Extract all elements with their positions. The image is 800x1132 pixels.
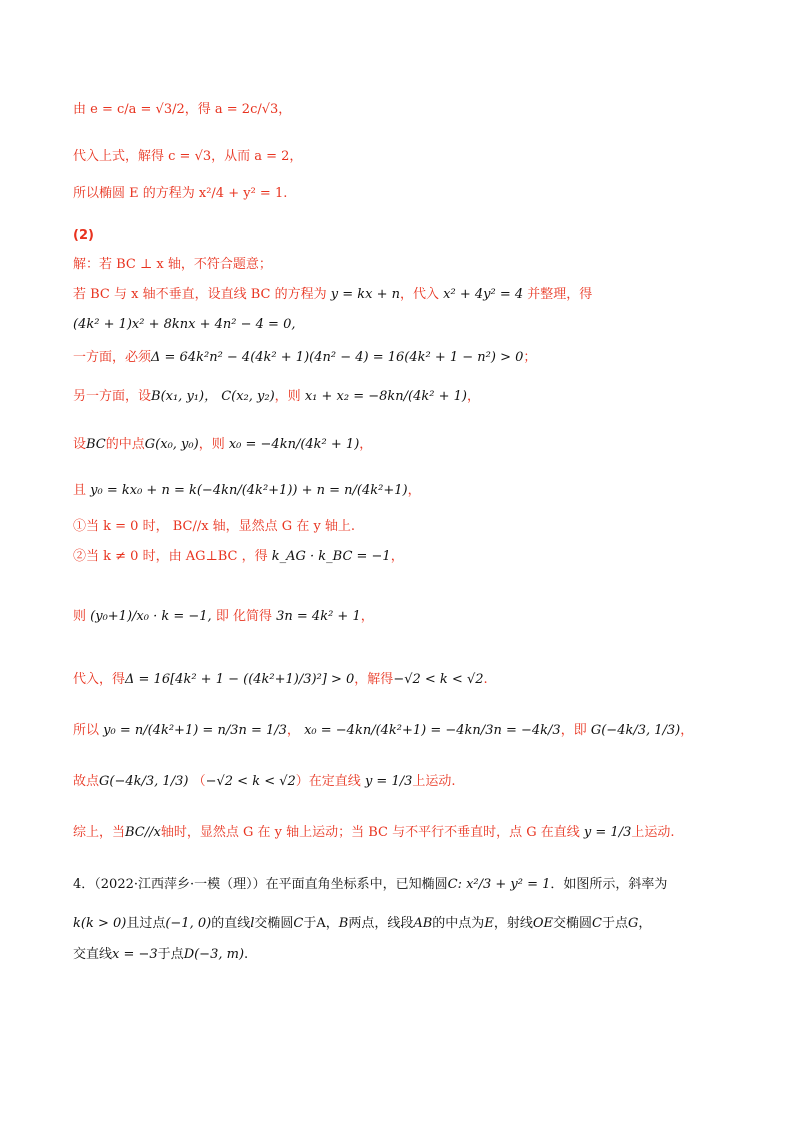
line-simplify: 则 (y₀+1)/x₀ · k = −1, 即 化简得 3n = 4k² + 1，	[73, 609, 374, 624]
question-4-line-2: k(k > 0)且过点(−1, 0)的直线l交椭圆C于A，B两点，线段AB的中点为E，射线OE交椭圆C于点G，	[73, 916, 652, 931]
ellipse-c: C: x²/3 + y² = 1	[447, 877, 551, 892]
line-substitute: 代入，得Δ = 16[4k² + 1 − ((4k²+1)/3)²] > 0，解得−√2 < k < √2.	[73, 672, 488, 687]
sum-of-roots: x₁ + x₂ = −8kn/(4k² + 1)	[304, 389, 467, 404]
question-4-line-1: 4．（2022·江西萍乡·一模（理））在平面直角坐标系中，已知椭圆C: x²/3 + y² = 1．如图所示，斜率为	[73, 877, 668, 892]
line-midpoint: 设BC的中点G(x₀, y₀)，则 x₀ = −4kn/(4k² + 1)，	[73, 437, 373, 452]
discriminant-formula: Δ = 64k²n² − 4(4k² + 1)(4n² − 4) = 16(4k² + 1 − n²) > 0	[151, 350, 524, 365]
k-range: −√2 < k < √2	[393, 672, 484, 687]
points-b-c: B(x₁, y₁)， C(x₂, y₂)	[151, 389, 275, 404]
line-conclusion: 综上，当BC//x轴时，显然点 G 在 y 轴上运动；当 BC 与不平行不垂直时，点 G 在直线 y = 1/3上运动.	[73, 825, 675, 840]
line-quadratic	[73, 318, 296, 331]
line-fixed-line: 故点G(−4k/3, 1/3) （−√2 < k < √2）在定直线 y = 1/3上运动.	[73, 774, 456, 789]
ellipse-substitution: x² + 4y² = 4	[443, 287, 524, 302]
y0-value: y₀ = n/(4k²+1) = n/3n = 1/3	[103, 723, 287, 738]
quadratic-equation: (4k² + 1)x² + 8knx + 4n² − 4 = 0,	[73, 317, 296, 332]
line-bc-equation: 若 BC 与 x 轴不垂直，设直线 BC 的方程为 y = kx + n，代入 x² + 4y² = 4 并整理，得	[73, 287, 593, 302]
k-range-2: −√2 < k < √2	[205, 774, 296, 789]
y0-formula: y₀ = kx₀ + n = k(−4kn/(4k²+1)) + n = n/(4k²+1)	[90, 483, 408, 498]
line-discriminant: 一方面，必须Δ = 64k²n² − 4(4k² + 1)(4n² − 4) = 16(4k² + 1 − n²) > 0；	[73, 350, 537, 365]
line-case-k-nonzero: ②当 k ≠ 0 时，由 AG⊥BC ，得 k_AG · k_BC = −1，	[73, 549, 404, 564]
x0-formula: x₀ = −4kn/(4k² + 1)	[228, 437, 360, 452]
line-solve-c	[73, 150, 302, 163]
x0-value: x₀ = −4kn/(4k²+1) = −4kn/3n = −4k/3	[304, 723, 561, 738]
g-point-2: G(−4k/3, 1/3)	[99, 774, 189, 789]
line-g-coordinates: 所以 y₀ = n/(4k²+1) = n/3n = 1/3， x₀ = −4kn/(4k²+1) = −4kn/3n = −4k/3，即 G(−4k/3, 1/3)，	[73, 723, 694, 738]
line-eccentricity	[73, 103, 291, 116]
simplified-relation: 3n = 4k² + 1	[276, 609, 361, 624]
slope-product: k_AG · k_BC = −1	[271, 549, 391, 564]
line-y0: 且 y₀ = kx₀ + n = k(−4kn/(4k²+1)) + n = n/(4k²+1)，	[73, 483, 421, 498]
solve-c-text: 代入上式，解得 c = √3，从而 a = 2，	[73, 149, 303, 164]
fixed-line-y: y = 1/3	[364, 774, 413, 789]
line-vieta: 另一方面，设B(x₁, y₁)， C(x₂, y₂)，则 x₁ + x₂ = −8kn/(4k² + 1)，	[73, 389, 480, 404]
line-equation: y = kx + n	[330, 287, 400, 302]
g-point: G(−4k/3, 1/3)	[590, 723, 681, 738]
line-bc-perpendicular: 解：若 BC ⊥ x 轴，不符合题意；	[73, 257, 272, 272]
fixed-line-y-2: y = 1/3	[583, 825, 632, 840]
question-4-line-3: 交直线x = −3于点D(−3, m).	[73, 947, 249, 962]
line-case-k-zero: ①当 k = 0 时， BC//x 轴，显然点 G 在 y 轴上.	[73, 519, 356, 534]
discriminant-substituted: Δ = 16[4k² + 1 − ((4k²+1)/3)²] > 0	[125, 672, 355, 687]
ellipse-equation-text: 所以椭圆 E 的方程为 x²/4 + y² = 1.	[73, 186, 288, 201]
midpoint-g: G(x₀, y₀)	[144, 437, 199, 452]
part-2-label: (2)	[73, 228, 94, 243]
line-ellipse-equation	[73, 187, 287, 200]
eccentricity-formula: 由 e = c/a = √3/2，得 a = 2c/√3，	[73, 102, 292, 117]
slope-relation: (y₀+1)/x₀ · k = −1,	[90, 609, 212, 624]
